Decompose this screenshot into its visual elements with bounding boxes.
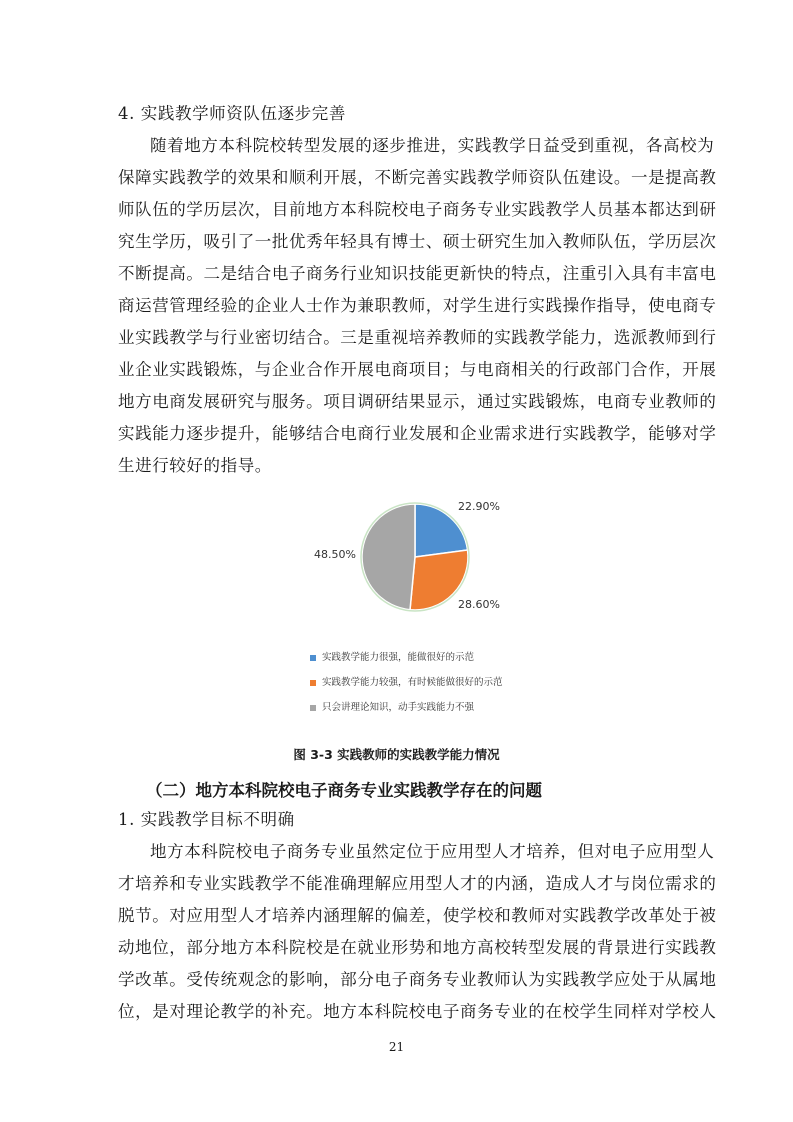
body-line: 地方本科院校电子商务专业虽然定位于应用型人才培养，但对电子应用型人 [150, 842, 715, 861]
body-line: 位，是对理论教学的补充。地方本科院校电子商务专业的在校学生同样对学校人 [118, 1002, 717, 1021]
body-line: 实践能力逐步提升，能够结合电商行业发展和企业需求进行实践教学，能够对学 [118, 424, 717, 443]
figure-caption: 图 3-3 实践教师的实践教学能力情况 [293, 747, 500, 762]
legend-label: 实践教学能力较强，有时候能做很好的示范 [322, 677, 503, 688]
body-line: 保障实践教学的效果和顺利开展，不断完善实践教学师资队伍建设。一是提高教 [118, 168, 717, 187]
legend-swatch [310, 705, 316, 711]
body-line: 脱节。对应用型人才培养内涵理解的偏差，使学校和教师对实践教学改革处于被 [118, 906, 717, 925]
body-line: 学改革。受传统观念的影响，部分电子商务专业教师认为实践教学应处于从属地 [118, 970, 717, 989]
body-line: 业企业实践锻炼，与企业合作开展电商项目；与电商相关的行政部门合作，开展 [118, 360, 717, 379]
body-line: 究生学历，吸引了一批优秀年轻具有博士、硕士研究生加入教师队伍，学历层次 [118, 232, 717, 251]
pie-chart [290, 490, 550, 630]
legend-item [310, 677, 503, 689]
legend-label: 实践教学能力很强，能做很好的示范 [322, 652, 475, 663]
body-line: 生进行较好的指导。 [118, 456, 272, 475]
legend-swatch [310, 655, 316, 661]
section-title: 4. 实践教学师资队伍逐步完善 [118, 104, 346, 123]
legend-swatch [310, 680, 316, 686]
data-label: 22.90% [458, 500, 500, 513]
body-line: 业实践教学与行业密切结合。三是重视培养教师的实践教学能力，选派教师到行 [118, 328, 717, 347]
body-line: 地方电商发展研究与服务。项目调研结果显示，通过实践锻炼，电商专业教师的 [118, 392, 717, 411]
subsection-title: 1. 实践教学目标不明确 [118, 810, 295, 829]
data-label: 28.60% [458, 598, 500, 611]
body-line: 才培养和专业实践教学不能准确理解应用型人才的内涵，造成人才与岗位需求的 [118, 874, 717, 893]
body-line: 不断提高。二是结合电子商务行业知识技能更新快的特点，注重引入具有丰富电 [118, 264, 717, 283]
page-number: 21 [388, 1040, 405, 1054]
legend-item [310, 652, 474, 664]
data-label: 48.50% [314, 548, 356, 561]
legend-item [310, 702, 474, 714]
body-line: 随着地方本科院校转型发展的逐步推进，实践教学日益受到重视，各高校为 [150, 136, 715, 155]
pie-slice [362, 504, 415, 610]
body-line: 动地位，部分地方本科院校是在就业形势和地方高校转型发展的背景进行实践教 [118, 938, 717, 957]
legend-label: 只会讲理论知识，动手实践能力不强 [322, 702, 475, 713]
body-line: 师队伍的学历层次，目前地方本科院校电子商务专业实践教学人员基本都达到研 [118, 200, 717, 219]
section-heading: （二）地方本科院校电子商务专业实践教学存在的问题 [146, 781, 542, 800]
body-line: 商运营管理经验的企业人士作为兼职教师，对学生进行实践操作指导，使电商专 [118, 296, 717, 315]
